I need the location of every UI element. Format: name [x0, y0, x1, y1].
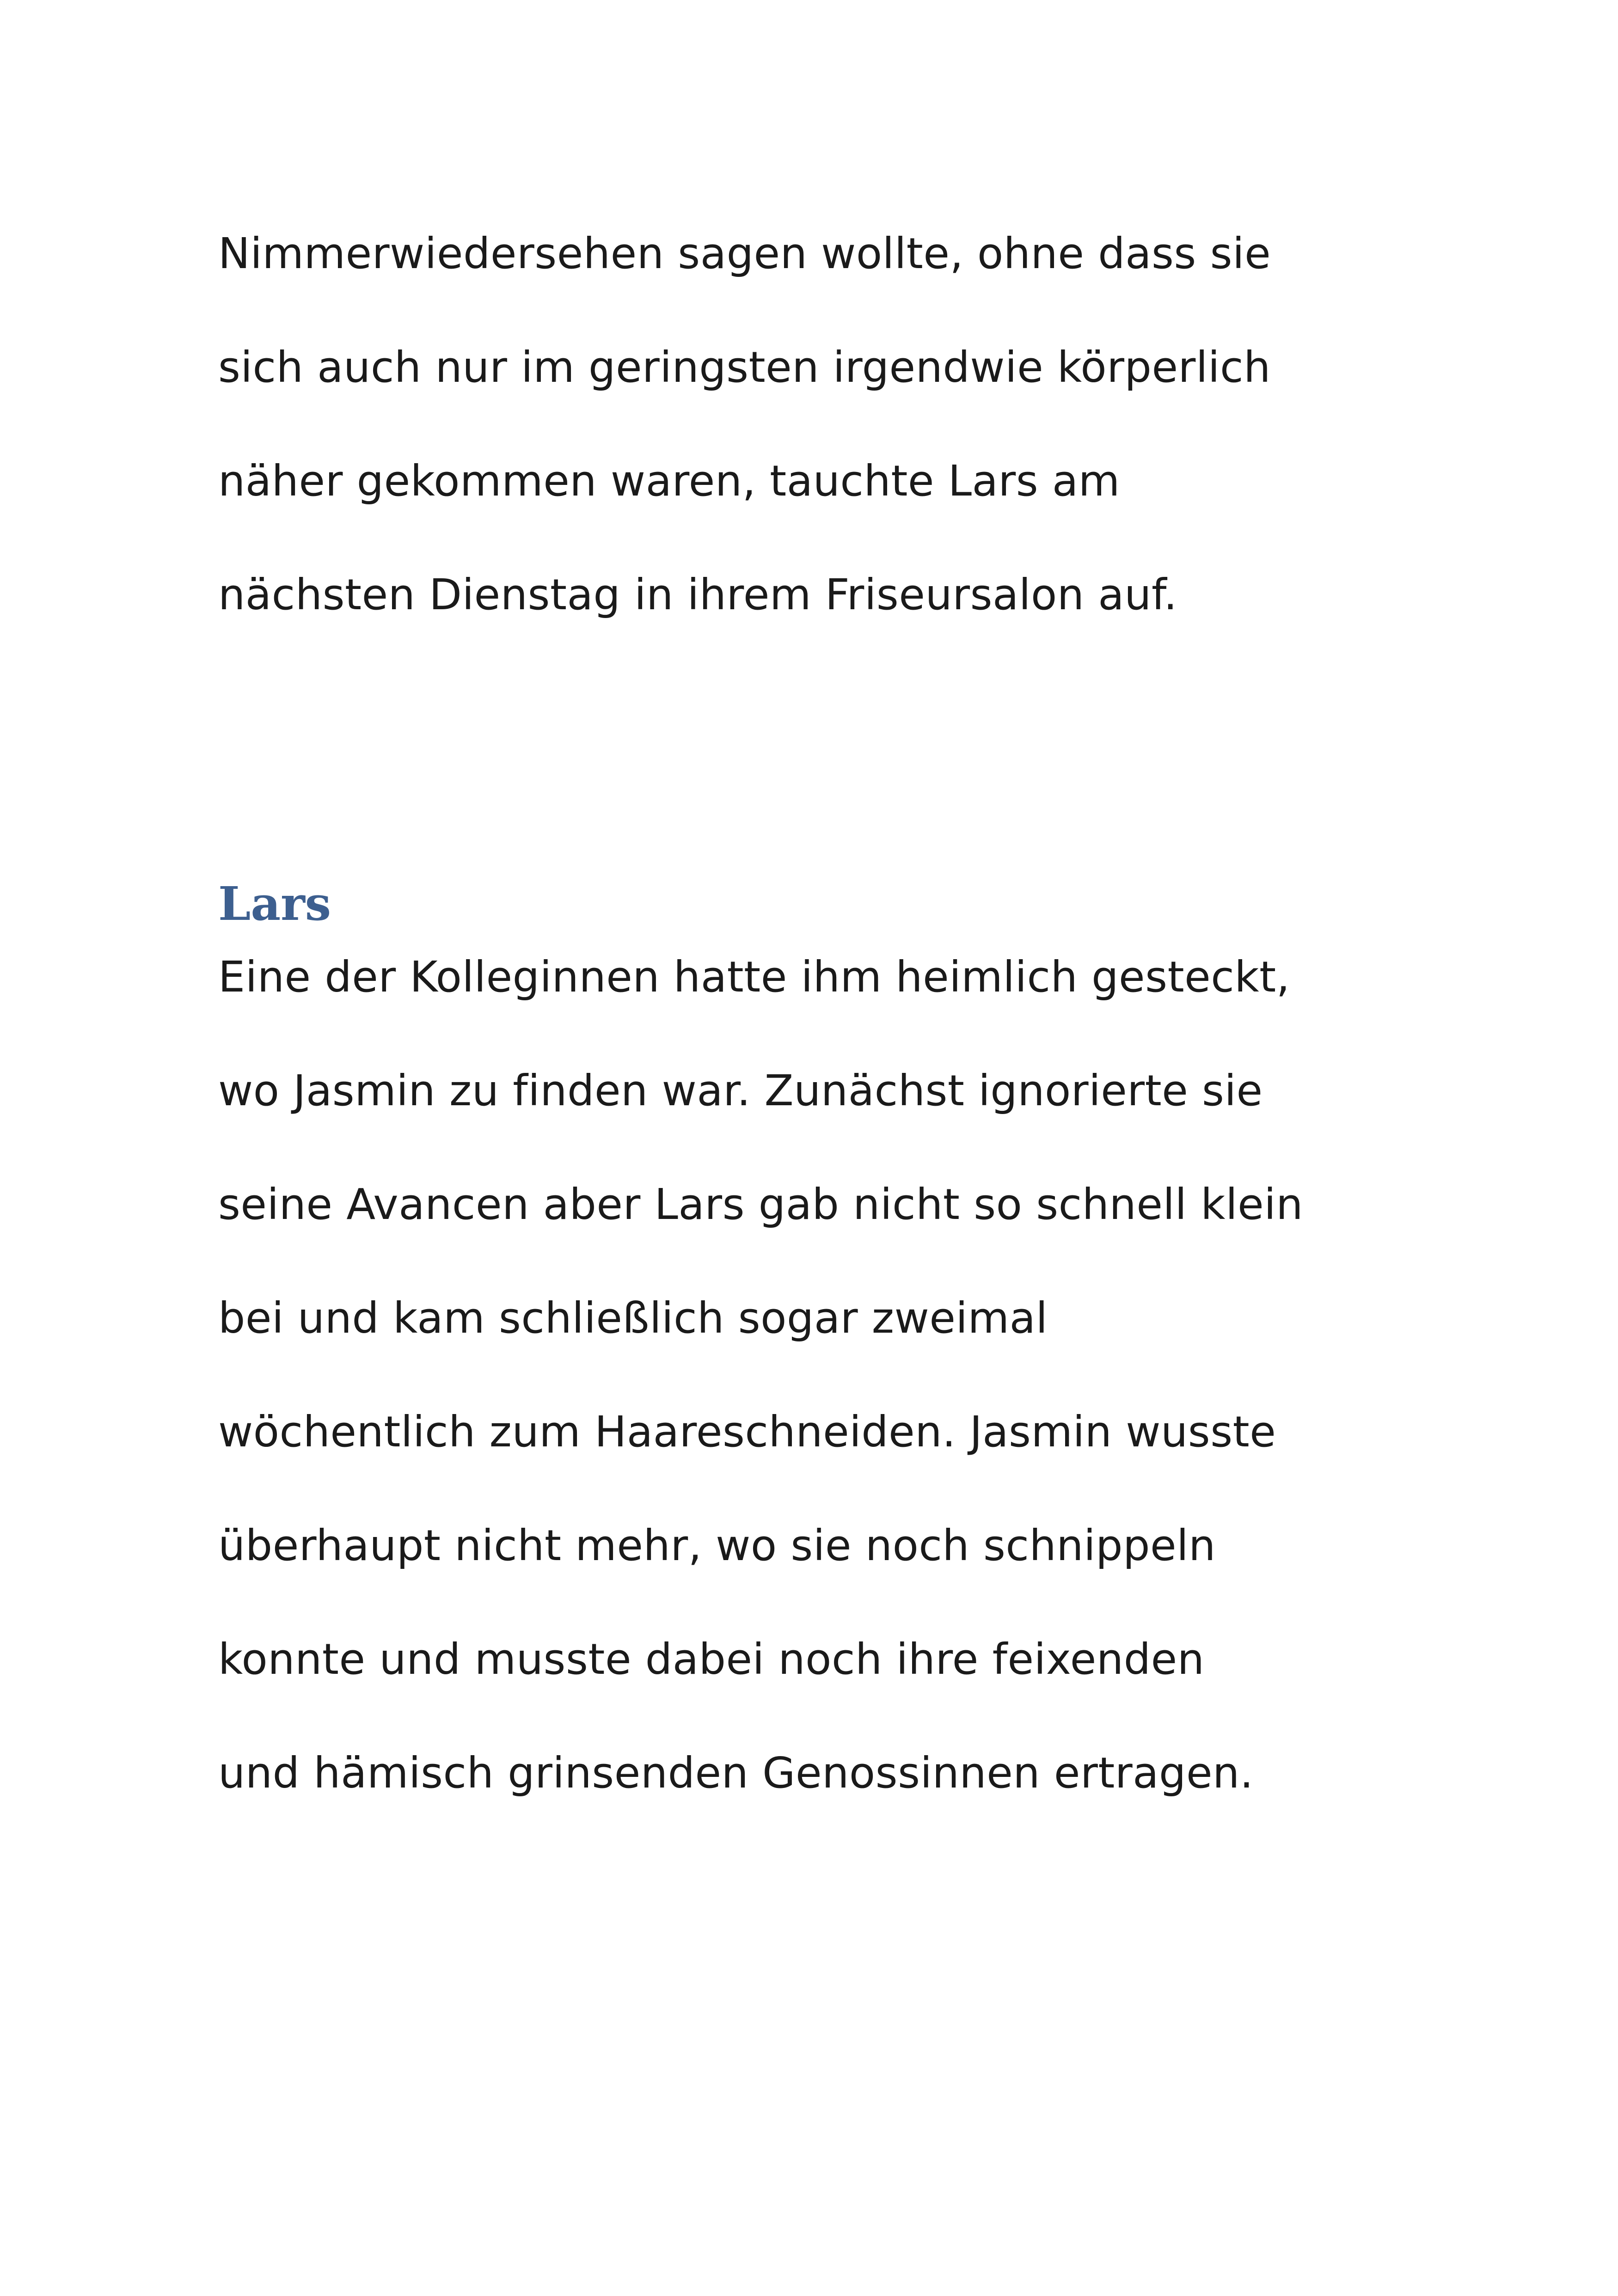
text-line: Eine der Kolleginnen hatte ihm heimlich gesteckt,	[218, 952, 1290, 1002]
text-line: und hämisch grinsenden Genossinnen ertragen.	[218, 1748, 1254, 1798]
text-line: Nimmerwiedersehen sagen wollte, ohne dass sie	[218, 229, 1271, 278]
text-line: sich auch nur im geringsten irgendwie körperlich	[218, 343, 1271, 392]
paragraph-continuation	[218, 197, 1466, 652]
text-line: näher gekommen waren, tauchte Lars am	[218, 456, 1120, 506]
text-line: seine Avancen aber Lars gab nicht so schnell klein	[218, 1180, 1304, 1229]
text-line: wo Jasmin zu finden war. Zunächst ignorierte sie	[218, 1066, 1263, 1115]
text-line: überhaupt nicht mehr, wo sie noch schnippeln	[218, 1521, 1216, 1570]
text-line: bei und kam schließlich sogar zweimal	[218, 1293, 1048, 1343]
section-heading: Lars	[218, 876, 331, 931]
text-line: konnte und musste dabei noch ihre feixenden	[218, 1635, 1205, 1684]
paragraph-lars	[218, 920, 1466, 1830]
text-line: nächsten Dienstag in ihrem Friseursalon auf.	[218, 570, 1177, 619]
text-line: wöchentlich zum Haareschneiden. Jasmin wusste	[218, 1407, 1276, 1457]
